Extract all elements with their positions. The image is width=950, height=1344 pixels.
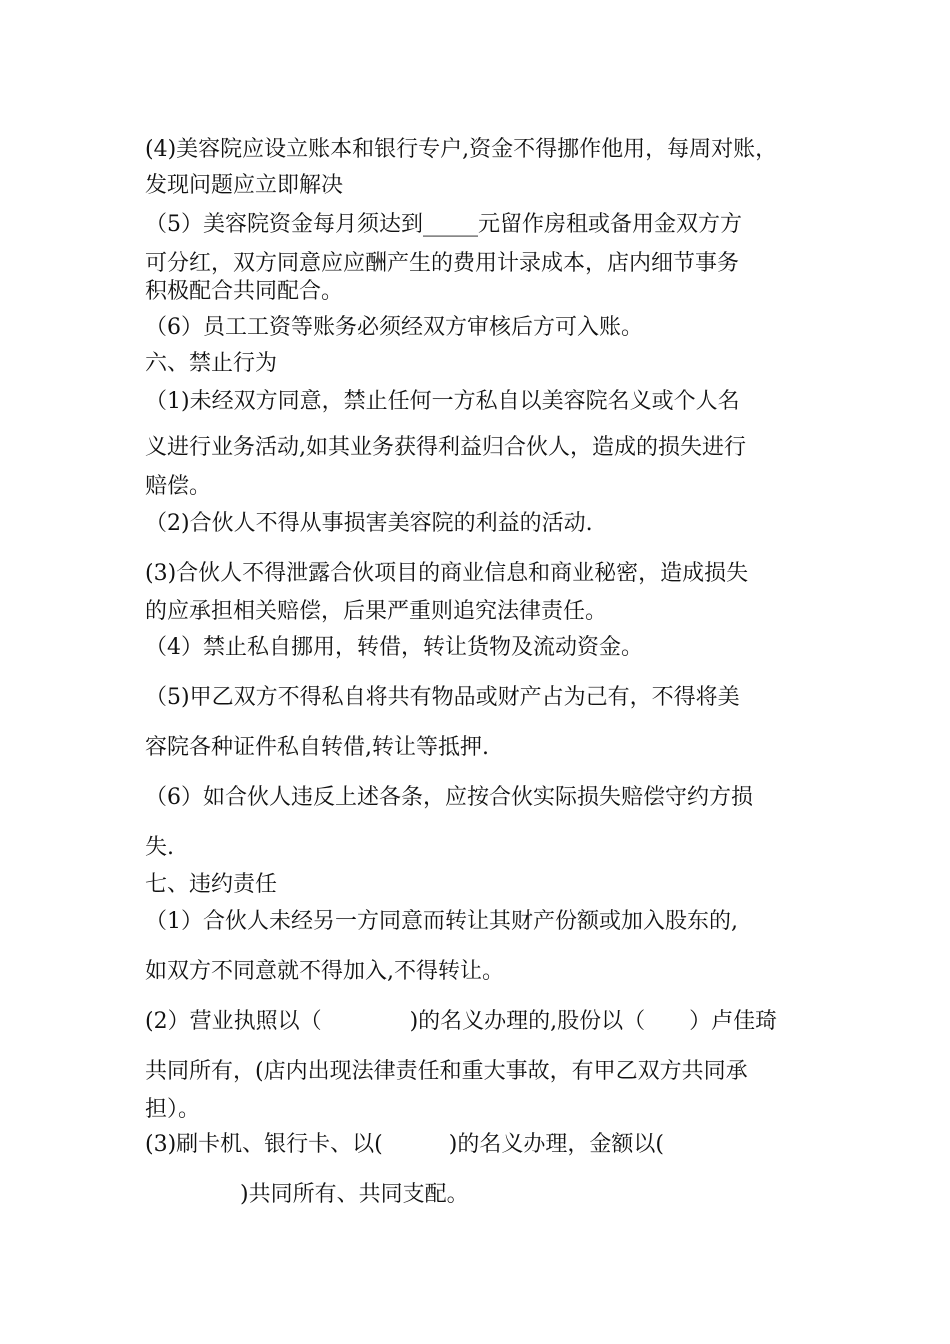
text-line: 的应承担相关赔偿，后果严重则追究法律责任。 bbox=[145, 599, 608, 624]
text-line: (4)美容院应设立账本和银行专户,资金不得挪作他用，每周对账， bbox=[145, 137, 778, 162]
text-line: 可分红，双方同意应应酬产生的费用计录成本，店内细节事务 bbox=[145, 251, 740, 276]
text-line: 义进行业务活动,如其业务获得利益归合伙人，造成的损失进行 bbox=[145, 435, 746, 460]
text-line: （4）禁止私自挪用，转借，转让货物及流动资金。 bbox=[145, 635, 643, 660]
text-line: (3)刷卡机、银行卡、以( )的名义办理，金额以( bbox=[145, 1132, 664, 1157]
text-line: )共同所有、共同支配。 bbox=[240, 1182, 469, 1207]
text-line: 赔偿。 bbox=[145, 474, 212, 499]
text-line: (2）营业执照以（ )的名义办理的,股份以（ ）卢佳琦 bbox=[145, 1009, 778, 1034]
text-line: (3)合伙人不得泄露合伙项目的商业信息和商业秘密，造成损失 bbox=[145, 561, 749, 586]
text-line: （6）如合伙人违反上述各条，应按合伙实际损失赔偿守约方损 bbox=[145, 785, 753, 810]
text-line: （5)甲乙双方不得私自将共有物品或财产占为己有，不得将美 bbox=[145, 685, 740, 710]
text-line: （6）员工工资等账务必须经双方审核后方可入账。 bbox=[145, 315, 643, 340]
text-line: 共同所有，(店内出现法律责任和重大事故，有甲乙双方共同承 bbox=[145, 1059, 748, 1084]
text-line: （2)合伙人不得从事损害美容院的利益的活动. bbox=[145, 511, 593, 536]
text-line: （1)未经双方同意，禁止任何一方私自以美容院名义或个人名 bbox=[145, 389, 740, 414]
text-line: （5）美容院资金每月须达到_____元留作房租或备用金双方方 bbox=[145, 212, 742, 237]
text-line: 如双方不同意就不得加入,不得转让。 bbox=[145, 959, 504, 984]
text-line: 失. bbox=[145, 835, 174, 860]
text-line: 发现问题应立即解决 bbox=[145, 173, 344, 198]
text-line: （1）合伙人未经另一方同意而转让其财产份额或加入股东的, bbox=[145, 909, 738, 934]
section-heading: 六、禁止行为 bbox=[145, 351, 278, 376]
text-line: 积极配合共同配合。 bbox=[145, 279, 344, 304]
section-heading: 七、违约责任 bbox=[145, 872, 278, 897]
text-line: 担）。 bbox=[145, 1097, 201, 1122]
text-line: 容院各种证件私自转借,转让等抵押. bbox=[145, 735, 489, 760]
